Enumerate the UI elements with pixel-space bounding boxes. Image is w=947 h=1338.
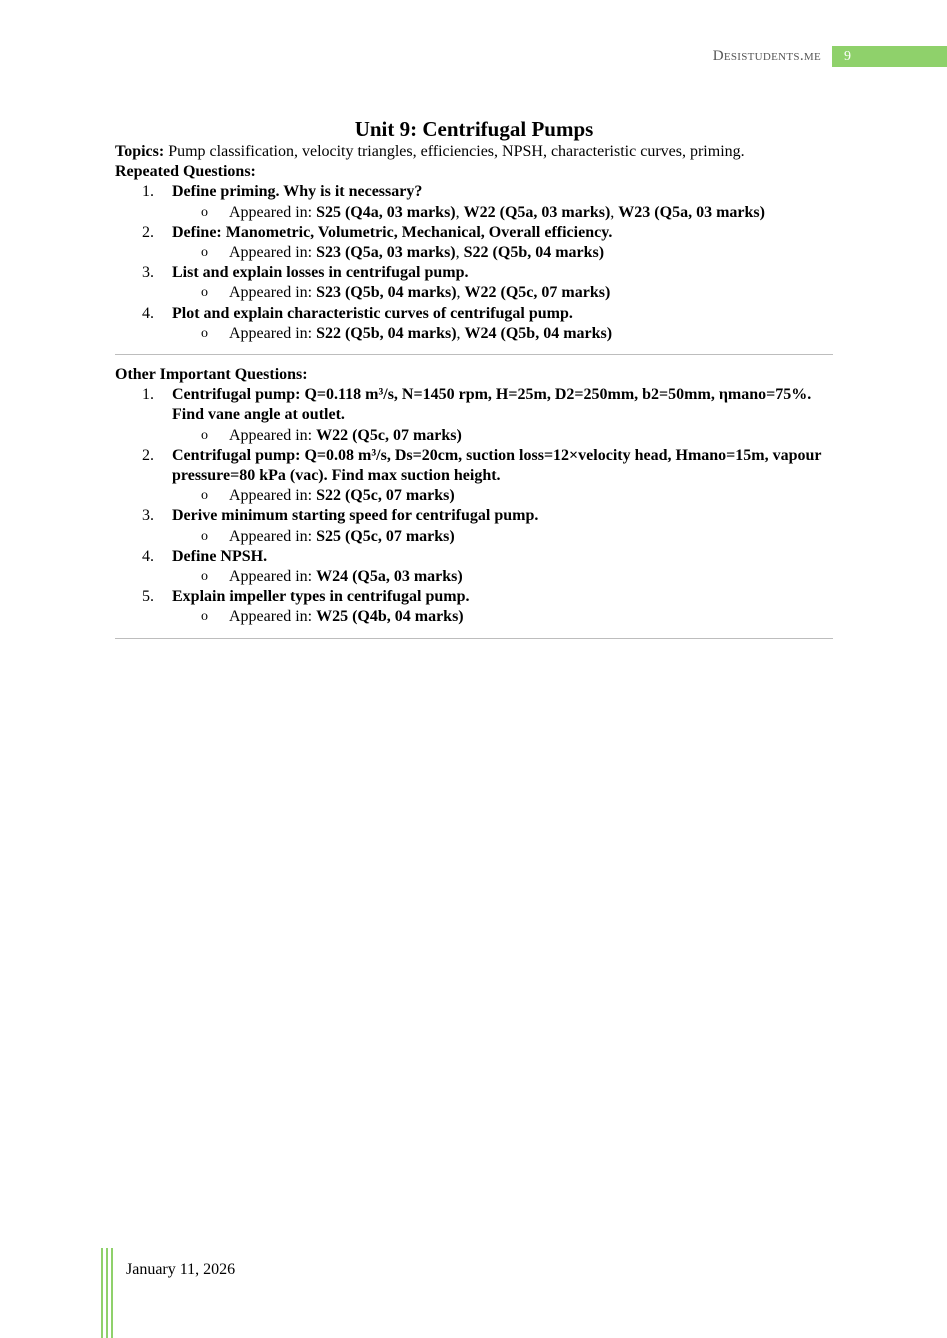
- appeared-in-line: [115, 486, 833, 506]
- topics-line: [115, 142, 833, 162]
- appeared-in-line: [115, 426, 833, 446]
- topics-text: Pump classification, velocity triangles, efficiencies, NPSH, characteristic curves, priming.: [168, 143, 745, 160]
- exam-reference: S23 (Q5a, 03 marks): [316, 244, 456, 262]
- question-number: 4.: [142, 304, 154, 322]
- exam-reference: S23 (Q5b, 04 marks): [316, 284, 457, 302]
- exam-reference: W22 (Q5c, 07 marks): [464, 284, 611, 302]
- circle-bullet-icon: o: [201, 245, 208, 261]
- question-text: List and explain losses in centrifugal pump.: [172, 264, 469, 282]
- question-number: 3.: [142, 264, 154, 282]
- question-text: Define NPSH.: [172, 547, 268, 565]
- question-number: 5.: [142, 588, 154, 606]
- exam-reference: W23 (Q5a, 03 marks): [618, 203, 765, 221]
- question-item: [115, 587, 833, 627]
- page-header-site: Desistudents.me: [712, 48, 821, 64]
- appeared-in-label: Appeared in:: [229, 426, 313, 444]
- appeared-in-label: Appeared in:: [229, 284, 313, 302]
- appeared-in-label: Appeared in:: [229, 527, 313, 545]
- appeared-in-line: [115, 567, 833, 587]
- exam-reference: W22 (Q5c, 07 marks): [316, 426, 462, 444]
- exam-reference: S25 (Q5c, 07 marks): [316, 527, 455, 545]
- reference-separator: ,: [456, 284, 465, 302]
- appeared-in-label: Appeared in:: [229, 608, 313, 626]
- unit-title: Unit 9: Centrifugal Pumps: [354, 117, 594, 141]
- question-text: Define priming. Why is it necessary?: [172, 183, 423, 201]
- question-item: [115, 506, 833, 546]
- question-text: Define: Manometric, Volumetric, Mechanical, Overall efficiency.: [172, 223, 613, 241]
- reference-separator: ,: [455, 203, 464, 221]
- page-number-badge: 9: [832, 46, 947, 67]
- appeared-in-label: Appeared in:: [229, 203, 313, 221]
- reference-separator: ,: [455, 244, 464, 262]
- circle-bullet-icon: o: [201, 609, 208, 625]
- circle-bullet-icon: o: [201, 427, 208, 443]
- appeared-in-label: Appeared in:: [229, 244, 313, 262]
- appeared-in-label: Appeared in:: [229, 568, 313, 586]
- question-number: 2.: [142, 446, 154, 464]
- question-number: 1.: [142, 183, 154, 201]
- question-item: [115, 385, 833, 446]
- other-questions-list: [115, 385, 833, 627]
- circle-bullet-icon: o: [201, 285, 208, 301]
- appeared-in-line: [115, 324, 833, 344]
- appeared-in-label: Appeared in:: [229, 487, 313, 505]
- other-questions-heading: Other Important Questions:: [115, 366, 308, 384]
- question-number: 4.: [142, 547, 154, 565]
- section-divider: [115, 354, 833, 355]
- appeared-in-line: [115, 243, 833, 263]
- question-number: 3.: [142, 507, 154, 525]
- question-text: Centrifugal pump: Q=0.08 m³/s, Ds=20cm, suction loss=12×velocity head, Hmano=15m, vapour pressure=80 kPa (vac). Find max suction height.: [172, 446, 822, 485]
- appeared-in-line: [115, 203, 833, 223]
- footer-accent-bars: [101, 1248, 115, 1338]
- topics-label: Topics:: [115, 143, 165, 160]
- question-text: Explain impeller types in centrifugal pump.: [172, 588, 470, 606]
- appeared-in-line: [115, 283, 833, 303]
- end-divider: [115, 638, 833, 639]
- question-item: [115, 547, 833, 587]
- question-number: 1.: [142, 386, 154, 404]
- repeated-questions-heading: Repeated Questions:: [115, 163, 256, 181]
- question-text: Centrifugal pump: Q=0.118 m³/s, N=1450 rpm, H=25m, D2=250mm, b2=50mm, ηmano=75%. Find vane angle at outlet.: [172, 386, 812, 424]
- reference-separator: ,: [610, 203, 619, 221]
- question-item: [115, 263, 833, 303]
- circle-bullet-icon: o: [201, 488, 208, 504]
- reference-separator: ,: [456, 324, 465, 342]
- exam-reference: W25 (Q4b, 04 marks): [316, 608, 464, 626]
- question-item: [115, 223, 833, 263]
- circle-bullet-icon: o: [201, 528, 208, 544]
- circle-bullet-icon: o: [201, 569, 208, 585]
- question-text: Derive minimum starting speed for centrifugal pump.: [172, 507, 539, 525]
- exam-reference: W24 (Q5b, 04 marks): [464, 324, 613, 342]
- appeared-in-line: [115, 527, 833, 547]
- document-body: [115, 116, 833, 649]
- question-number: 2.: [142, 223, 154, 241]
- appeared-in-line: [115, 607, 833, 627]
- exam-reference: W24 (Q5a, 03 marks): [316, 568, 463, 586]
- exam-reference: W22 (Q5a, 03 marks): [463, 203, 611, 221]
- exam-reference: S22 (Q5b, 04 marks): [463, 244, 605, 262]
- repeated-questions-list: [115, 182, 833, 344]
- question-item: [115, 446, 833, 507]
- question-item: [115, 304, 833, 344]
- exam-reference: S22 (Q5b, 04 marks): [316, 324, 457, 342]
- circle-bullet-icon: o: [201, 204, 208, 220]
- question-text: Plot and explain characteristic curves of centrifugal pump.: [172, 304, 573, 322]
- question-item: [115, 182, 833, 222]
- exam-reference: S25 (Q4a, 03 marks): [316, 203, 456, 221]
- circle-bullet-icon: o: [201, 325, 208, 341]
- footer-date: January 11, 2026: [126, 1261, 236, 1278]
- exam-reference: S22 (Q5c, 07 marks): [316, 487, 455, 505]
- appeared-in-label: Appeared in:: [229, 324, 313, 342]
